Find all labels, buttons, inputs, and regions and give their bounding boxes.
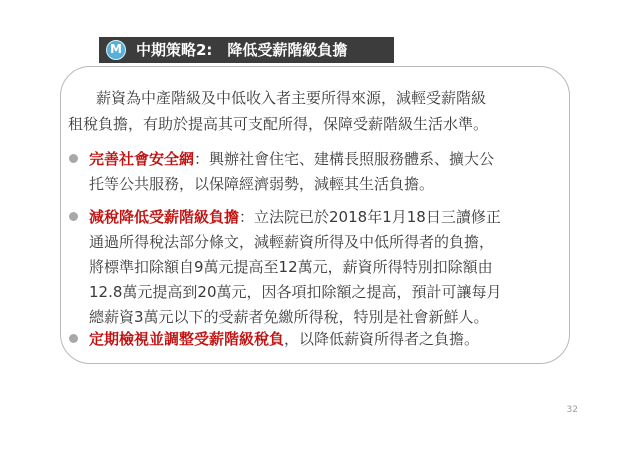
bullet-2-line-1 (89, 205, 501, 229)
bullet-1-text: ：興辦社會住宅、建構長照服務體系、擴大公 (194, 150, 495, 168)
bullet-3-line-1 (89, 327, 479, 351)
page-number: 32 (566, 405, 578, 415)
bullet-1-highlight: 完善社會安全網 (89, 150, 195, 168)
bullet-dot-icon (69, 334, 78, 343)
bullet-1-line-1 (89, 147, 494, 171)
bullet-2-line-5: 總薪資3萬元以下的受薪者免繳所得稅，特別是社會新鮮人。 (89, 308, 489, 326)
bullet-2-line-2: 通過所得稅法部分條文，減輕薪資所得及中低所得者的負擔， (89, 233, 495, 251)
bullet-2-line-4: 12.8萬元提高到20萬元，因各項扣除額之提高，預計可讓每月 (89, 283, 502, 301)
bullet-1-line-2: 托等公共服務，以保障經濟弱勢，減輕其生活負擔。 (89, 175, 435, 193)
bullet-2-text: ：立法院已於2018年1月18日三讀修正 (239, 208, 501, 226)
bullet-3-text: ，以降低薪資所得者之負擔。 (284, 330, 480, 348)
bullet-2-line-3: 將標準扣除額自9萬元提高至12萬元，薪資所得特別扣除額由 (89, 258, 493, 276)
title-badge: M (106, 40, 126, 60)
intro-line-1: 薪資為中產階級及中低收入者主要所得來源，減輕受薪階級 (96, 89, 487, 107)
bullet-2-highlight: 減稅降低受薪階級負擔 (89, 208, 240, 226)
bullet-3-highlight: 定期檢視並調整受薪階級稅負 (89, 330, 285, 348)
intro-line-2: 租稅負擔，有助於提高其可支配所得，保障受薪階級生活水準。 (68, 115, 489, 133)
bullet-dot-icon (69, 212, 78, 221)
slide-title: 中期策略2: 降低受薪階級負擔 (136, 41, 348, 59)
bullet-dot-icon (69, 154, 78, 163)
